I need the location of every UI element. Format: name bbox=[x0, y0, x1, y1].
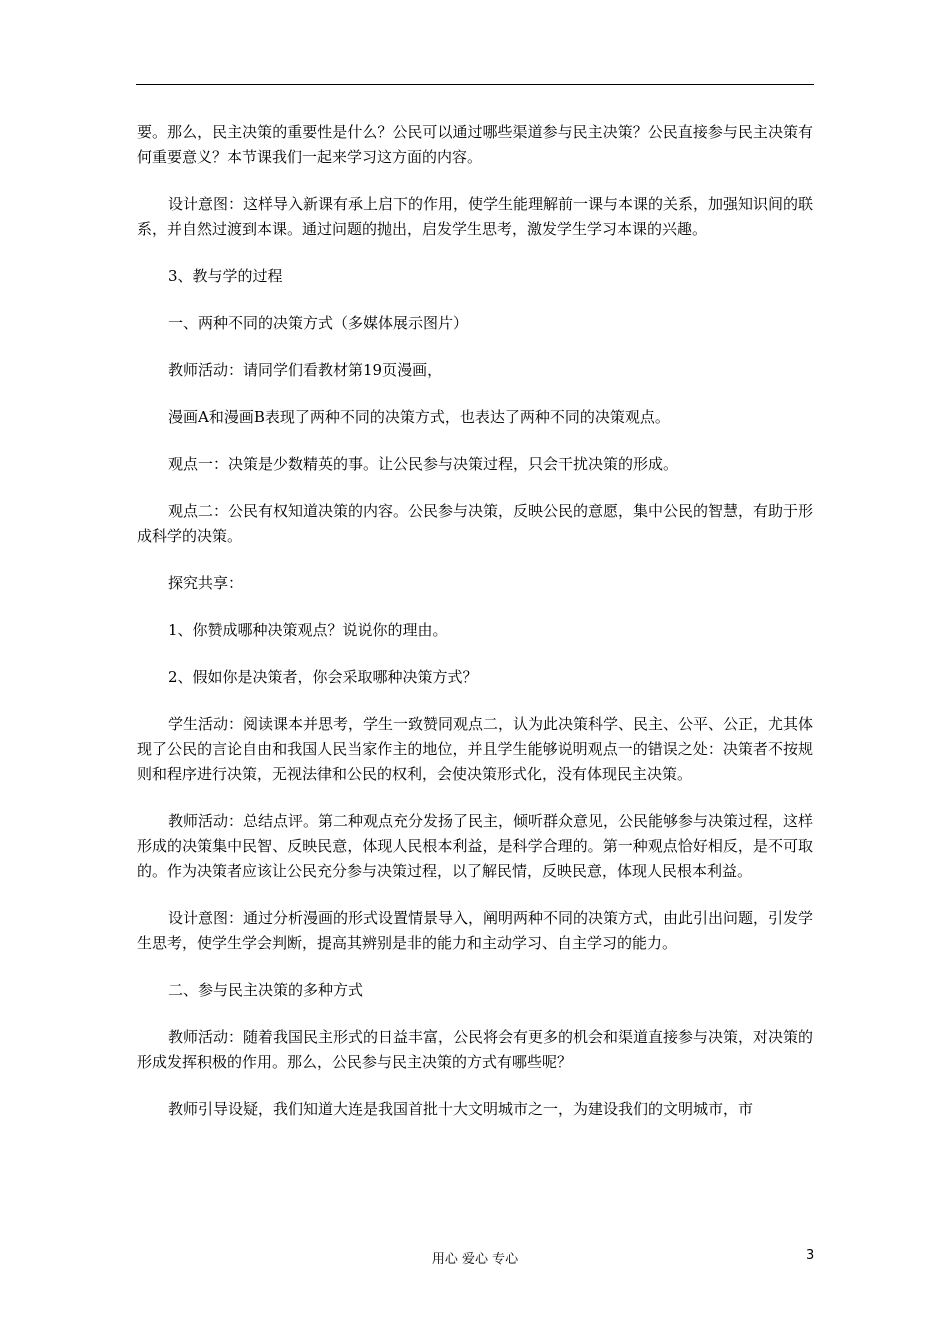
paragraph: 学生活动：阅读课本并思考，学生一致赞同观点二，认为此决策科学、民主、公平、公正，尤其体现了公民的言论自由和我国人民当家作主的地位，并且学生能够说明观点一的错误之处：决策者不按规则和程序进行决策，无视法律和公民的权利，会使决策形式化，没有体现民主决策。 bbox=[137, 715, 814, 783]
paragraph: 1、你赞成哪种决策观点？说说你的理由。 bbox=[168, 621, 448, 639]
paragraph: 3、教与学的过程 bbox=[168, 267, 283, 285]
footer-slogan: 用心 爱心 专心 bbox=[431, 1252, 519, 1267]
paragraph: 观点一：决策是少数精英的事。让公民参与决策过程，只会干扰决策的形成。 bbox=[168, 455, 679, 473]
paragraph: 二、参与民主决策的多种方式 bbox=[168, 981, 364, 999]
paragraph: 教师活动：随着我国民主形式的日益丰富，公民将会有更多的机会和渠道直接参与决策，对决策的形成发挥积极的作用。那么，公民参与民主决策的方式有哪些呢？ bbox=[137, 1028, 814, 1071]
paragraph: 设计意图：这样导入新课有承上启下的作用，使学生能理解前一课与本课的关系，加强知识间的联系，并自然过渡到本课。通过问题的抛出，启发学生思考，激发学生学习本课的兴趣。 bbox=[137, 195, 814, 238]
paragraph: 设计意图：通过分析漫画的形式设置情景导入，阐明两种不同的决策方式，由此引出问题，引发学生思考，使学生学会判断，提高其辨别是非的能力和主动学习、自主学习的能力。 bbox=[137, 909, 814, 952]
paragraph: 一、两种不同的决策方式（多媒体展示图片） bbox=[168, 314, 469, 332]
paragraph: 要。那么，民主决策的重要性是什么？公民可以通过哪些渠道参与民主决策？公民直接参与民主决策有何重要意义？本节课我们一起来学习这方面的内容。 bbox=[137, 123, 813, 166]
header-rule bbox=[136, 84, 814, 85]
paragraph: 教师活动：总结点评。第二种观点充分发扬了民主，倾听群众意见，公民能够参与决策过程，这样形成的决策集中民智、反映民意，体现人民根本利益，是科学合理的。第一种观点恰好相反，是不可取的。作为决策者应该让公民充分参与决策过程，以了解民情，反映民意，体现人民根本利益。 bbox=[137, 812, 814, 880]
document-body bbox=[137, 120, 813, 1144]
paragraph: 漫画A和漫画B表现了两种不同的决策方式，也表达了两种不同的决策观点。 bbox=[168, 408, 670, 426]
page-number: 3 bbox=[806, 1248, 815, 1263]
paragraph: 观点二：公民有权知道决策的内容。公民参与决策，反映公民的意愿，集中公民的智慧，有助于形成科学的决策。 bbox=[137, 502, 814, 545]
paragraph: 2、假如你是决策者，你会采取哪种决策方式？ bbox=[168, 668, 478, 686]
paragraph: 探究共享： bbox=[168, 574, 244, 592]
paragraph: 教师引导设疑，我们知道大连是我国首批十大文明城市之一，为建设我们的文明城市，市 bbox=[168, 1100, 754, 1118]
paragraph: 教师活动：请同学们看教材第19页漫画， bbox=[168, 361, 443, 379]
